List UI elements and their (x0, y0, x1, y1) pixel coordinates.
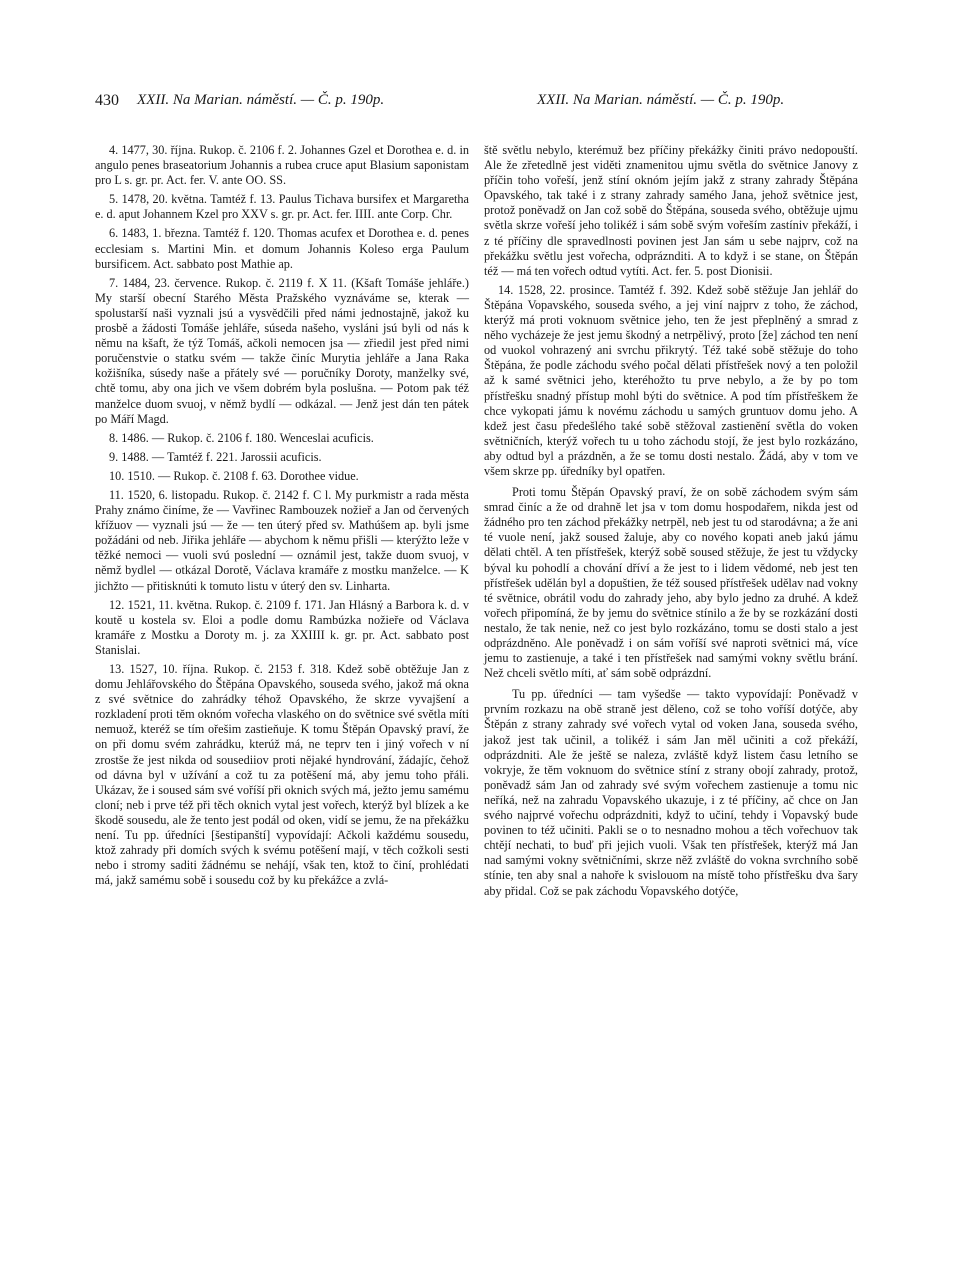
entry-13: 13. 1527, 10. října. Rukop. č. 2153 f. 318. Kdež sobě obtěžuje Jan z domu Jehlářovského do Štěpána Opavského, souseda svého, jakož má okna z své světnice do zahrádky téhož Opavského, že skrze vyvajšení a rozkladení proti těm oknóm vořecha vlaského on do světnice své světla míti nemuož, kteréž se tím ořešim zastieňuje. K tomu Štěpán Opavský praví, že on při domu svém zahrádku, kterúž má, ne teprv ten i jiný vořech v ní zrostše že jest nikda od sousediiov proti nějaké hyndrování, žádajíc, čehož od dávna byl v užívání a což tu za potěšení má, aby jemu toho přáli. Ukázav, že i soused sám své voříší při oknich svých má, ježto jemu samému cloní; neb i prve též při těch oknich vytal jest vořech, kterýž byl blízek a ke škodě sousedu, ale že tento jest podál od oken, vidí se jemu, že na překážku není. Tu pp. úředníci [šestipanští] vypovídají: Ačkoli každému sousedu, ktož zahrady při domích svých k svému potěšení mají, v těch cožkoli sesti nebo i stromy saditi žádnému se nehájí, však ten, ktož to činí, prohlédati má, jakž samému sobě i sousedu což by ku překážce a zvlá- (95, 662, 469, 888)
page-number: 430 (95, 92, 119, 109)
entry-13-continued: ště světlu nebylo, kterémuž bez příčiny překážky činiti právo nedopouští. Ale že zřetedlně jest viděti znamenitou ujmu světla do světnice Janovy z příčin toho vořeší, jenž stíní oknóm jejím jakž z strany zahrady Štěpána Opavského, tak také i z strany zahrady samého Jana, jehož světnice jest, protož poněvadž on Jan což sobě do Štěpána, souseda svého, obtěžuje ujmu světla skrze vořeší jeho tolikéž i sám sobě svým vořeším zastíniv překáží, i z té příčiny dle spravedlnosti povinen jest Jan sám u sebe najprv, což na překážku světlu jest vořecha, odpráznditi. A to když i se stane, on Štěpán též — má ten vořech odtud vytíti. Act. fer. 5. post Dionisii. (484, 143, 858, 278)
entry-14: 14. 1528, 22. prosince. Tamtéž f. 392. Kdež sobě stěžuje Jan jehlář do Štěpána Vopavského, souseda svého, a jej viní najprv z toho, že záchod, kterýž má proti voknuom světnice jeho, ten že jest přeplněný a smrad z něho vycházeje že jest jemu škodný a netrpělivý, proto [že] záchod ten není od vuokol vohrazený ani svrchu přikrytý. Též také sobě stěžuje do toho Štěpána, že podle záchodu svého počal dělati přístřešek nový a ten položil až k samé světnici jeho, kteréhožto tu prve nebylo, a že by po tom přístřešku snadný přístup mohl býti do světnice. A pod tím přístřeškem že chce vykopati jámu k novému záchodu u samých gruntuov domu jeho. A kdež jest času předešlého také sobě stěžoval zastienění světla do voken světničních, kterýž vořech tu u toho záchodu stojí, že jest bylo rozkázáno, aby odtud byl a prázdněn, a že se tomu dosti nestalo. Žádá, aby v tom ve všem skrze pp. úředníky byl opatřen. (484, 282, 858, 478)
entry-14-response: Proti tomu Štěpán Opavský praví, že on sobě záchodem svým sám smrad činíc a že od drahně let jsa v tom domu hospodařem, nikda jest od žádného pro ten záchod překážky netrpěl, neb jest tu od starodávna; a že ani té vuole není, jakž soused žaluje, aby co nového kopati aneb jakú jámu dělati chtěl. A ten přístřešek, kterýž sobě soused stěžuje, že jest tu vždycky býval ku pohodlí a chování dříví a že jest to i lidem vědomé, neb jest ten přístřešek udělán byl a dopuštien, že též soused přístřešek udělav nad vokny té světnice, obrátil vodu do zahrady jeho, aby bylo jedno za druhé. A kdež vořech připomíná, že by jemu do světnice stínilo a že by se rozkázání dosti nestalo, že tak nenie, než co jest bylo rozkázáno, tomu se dosti stalo a jest odprázdněno. Ale poněvadž i on sám voříší své naproti světnici má, více jemu to zastienuje, a také i ten přístřešek nad samými vokny světlu brání. Než chceli světlo míti, ať sám sobě odprázdní. (484, 485, 858, 681)
entry-10: 10. 1510. — Rukop. č. 2108 f. 63. Dorothee vidue. (109, 468, 359, 483)
running-title-right: XXII. Na Marian. náměstí. — Č. p. 190p. (537, 92, 785, 108)
right-column (484, 143, 858, 899)
entry-7: 7. 1484, 23. července. Rukop. č. 2119 f. X 11. (Kšaft Tomáše jehláře.) My starší obecní Starého Města Pražského vyznáváme se, kterak — spolustarší naši vyznali jsú a vysvědčili před námi jednostajně, jakož ku prosbě a žádosti Tomáše jehláře, súseda našeho, vysláni jsú byli od nás k němu na kšaft, že týž Tomáš, ačkoli nemocen jsa — zřiedil jest před nimi poručenstvie o statku svém — takže činíc Murytia jehláře a Jana Raka kožišníka, súsedy naše a přátely své — poručníky Doroty, manželky své, chtě tomu, aby ona jich ve všem dobrém byla poslušna. — Potom pak též manželce duom svuoj, v němž bydlí — odkázal. — Jenž jest dán ten pátek po Máří Magd. (95, 275, 469, 426)
entry-5: 5. 1478, 20. května. Tamtéž f. 13. Paulus Tichava bursifex et Margaretha e. d. aput Johannem Kzel pro XXV s. gr. pr. Act. fer. IIII. ante Corp. Chr. (95, 192, 469, 222)
entry-8: 8. 1486. — Rukop. č. 2106 f. 180. Wenceslai acuficis. (109, 430, 374, 445)
entry-12: 12. 1521, 11. května. Rukop. č. 2109 f. 171. Jan Hlásný a Barbora k. d. v koutě u kostela sv. Eloi a podle domu Rambúzka nožieře od Václava kramáře z Mostku a Doroty m. j. za XXIIII k. gr. pr. Act. sabbato post Stanislai. (95, 597, 469, 657)
left-column (95, 143, 469, 888)
entry-4: 4. 1477, 30. října. Rukop. č. 2106 f. 2. Johannes Gzel et Dorothea e. d. in angulo penes braseatorium Johannis a rubea cruce aput Blasium saponistam pro L s. gr. pr. Act. fer. V. ante OO. SS. (95, 143, 469, 188)
running-title-left: XXII. Na Marian. náměstí. — Č. p. 190p. (137, 92, 385, 108)
entry-6: 6. 1483, 1. března. Tamtéž f. 120. Thomas acufex et Dorothea e. d. penes ecclesiam s. Martini Min. et domum Johannis Koleso erga Paulum bursificem. Act. sabbato post Mathie ap. (95, 226, 469, 271)
entry-11: 11. 1520, 6. listopadu. Rukop. č. 2142 f. C l. My purkmistr a rada města Prahy známo činíme, že — Vavřinec Rambouzek nožieř a Jan od červených křížuov — vyznali jsú — že — ten úterý před sv. Mathúšem ap. byli jsme požádáni od neb. Jiřika jehláře — abychom k němu přišli — kterýžto leže v těžké nemoci — vuoli svú poslední — oznámil jest, takže duom svuoj, v němž bydlel — otkázal Dorotě, Václava kramáře z mostku manželce. — K jichžto — přitisknúti k tomuto listu v úterý den sv. Linharta. (95, 487, 469, 593)
running-header (0, 92, 960, 116)
entry-14-verdict: Tu pp. úředníci — tam vyšedše — takto vypovídají: Poněvadž v prvním rozkazu na obě straně jest děleno, což se toho voříší dotýče, aby Štěpán z strany zahrady své vořech vytal od voken Jana, souseda svého, jakož jest tak učinil, a tolikéž i sám Jan měl učiniti a což překáží, odprázdniti. Ale že ještě se naleza, zvláště když listem času letního se vokryje, že těm voknuom do světnice stíní z strany obojí zahrady, protož, poněvadž sám Jan od zahrady své svým vořechem zastienuje a tomu nic neříká, než na zahradu Vopavského ukazuje, i z té příčiny, ač chce on Jan svého najprvé vořechu odprázdniti, když to učiní, tehdy i Vopavský bude povinen to též učiniti. Pakli se o to nesnadno mohou a těch vořechuov tak chtějí nechati, to buď při jejich vuoli. Však ten přístřešek, kterýž má Jan nad samými vokny světničními, skrze něž zvláště do vokna svrchního sobě stínie, ten aby snal a nahoře k svislouom na místě toho přístřešku dva šary aby přidal. Což se pak záchodu Vopavského dotýče, (484, 687, 858, 898)
entry-9: 9. 1488. — Tamtéž f. 221. Jarossii acuficis. (109, 449, 322, 464)
